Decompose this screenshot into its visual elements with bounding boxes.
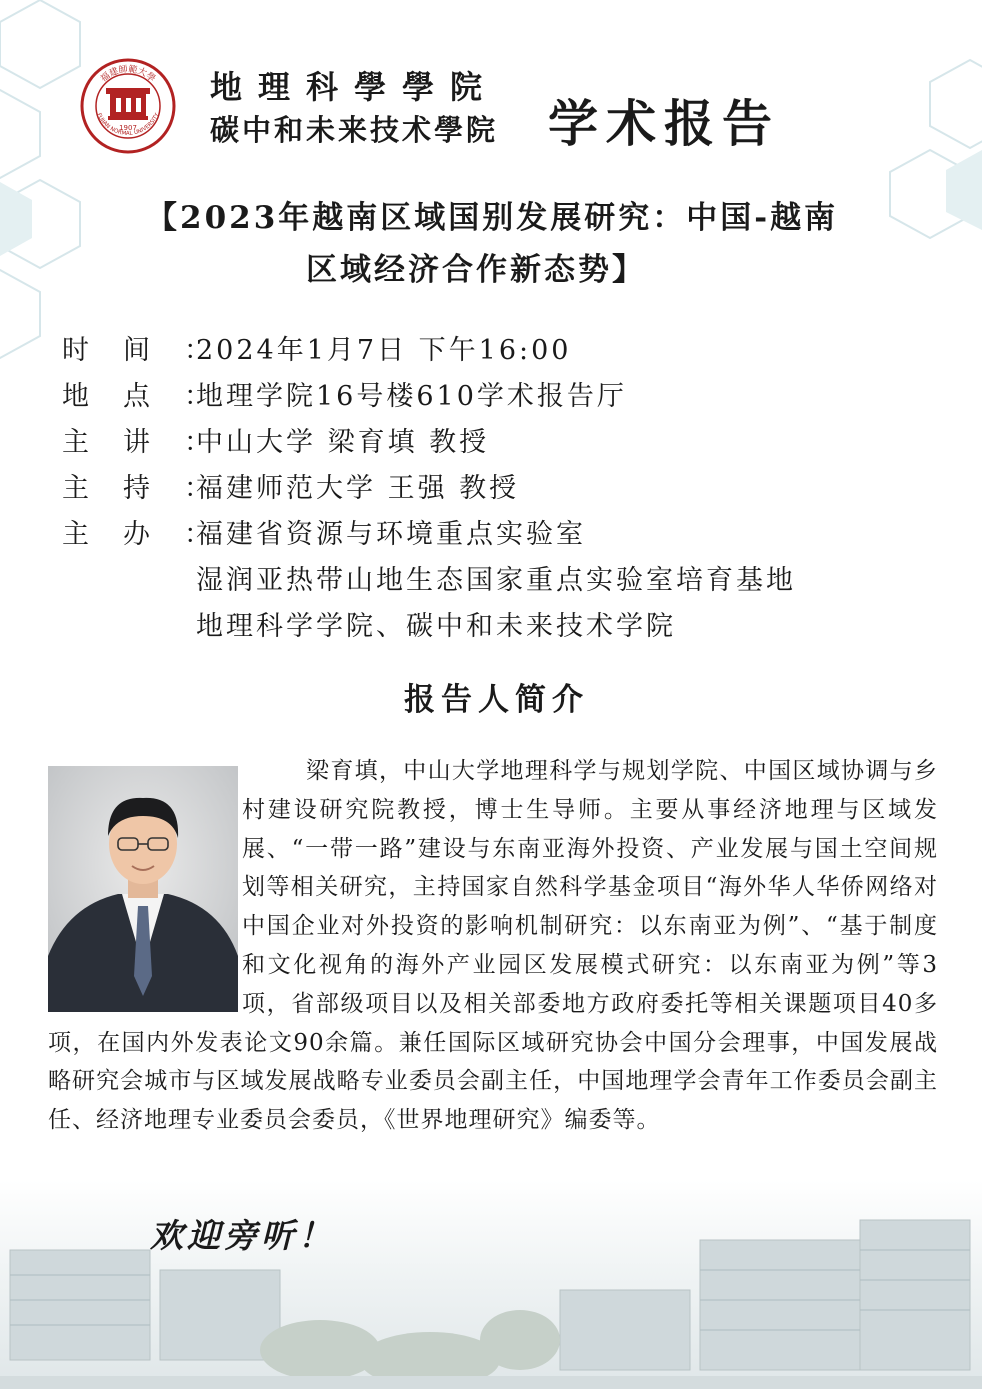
- organizer-line-2: 湿润亚热带山地生态国家重点实验室培育基地: [196, 565, 796, 596]
- campus-illustration: [0, 1180, 982, 1389]
- info-label: 时间：: [62, 335, 245, 366]
- university-seal-logo: [80, 58, 176, 154]
- institute-name-2: 碳中和未来技术學院: [210, 113, 499, 147]
- info-label: 主持：: [62, 473, 245, 504]
- report-topic-line-1: 【2023年越南区域国别发展研究：中国-越南: [146, 200, 839, 236]
- info-label: 主办：: [62, 519, 245, 550]
- seal-text-top: 福建師範大學: [99, 64, 157, 85]
- institute-name-1: 地理科學學院: [210, 68, 499, 106]
- report-topic-line-2: 区域经济合作新态势】: [306, 252, 646, 288]
- speaker-bio-text: 梁育填，中山大学地理科学与规划学院、中国区域协调与乡村建设研究院教授，博士生导师。主要从事经济地理与区域发展、“一带一路”建设与东南亚海外投资、产业发展与国土空间规划等相关研究，主持国家自然科学基金项目“海外华人华侨网络对中国企业对外投资的影响机制研究：以东南亚为例”、“基于制度和文化视角的海外产业园区发展模式研究：以东南亚为例”等3项，省部级项目以及相关部委地方政府委托等相关课题项目40多项，在国内外发表论文90余篇。兼任国际区域研究协会中国分会理事，中国发展战略研究会城市与区域发展战略专业委员会副主任，中国地理学会青年工作委员会副主任、经济地理专业委员会委员，《世界地理研究》编委等。: [48, 758, 938, 1134]
- speaker-section-heading: 报告人简介: [404, 682, 589, 718]
- speaker-bio: [48, 752, 938, 1140]
- seal-year: 1907: [119, 124, 137, 132]
- info-value: 福建师范大学 王强 教授: [196, 473, 520, 504]
- welcome-message: 欢迎旁听！: [150, 1216, 335, 1255]
- info-value: 中山大学 梁育填 教授: [196, 427, 490, 458]
- info-value: 福建省资源与环境重点实验室: [196, 519, 586, 550]
- seal-text-bottom: FUJIAN NORMAL UNIVERSITY: [95, 112, 161, 137]
- organizer-line-3: 地理科学学院、碳中和未来技术学院: [196, 611, 676, 642]
- info-value: 地理学院16号楼610学术报告厅: [196, 381, 627, 412]
- info-label: 主讲：: [62, 427, 245, 458]
- page-title: 学术报告: [548, 94, 780, 153]
- info-label: 地点：: [62, 381, 245, 412]
- photo-spacer: [48, 752, 242, 1020]
- info-value: 2024年1月7日 下午16:00: [196, 335, 572, 366]
